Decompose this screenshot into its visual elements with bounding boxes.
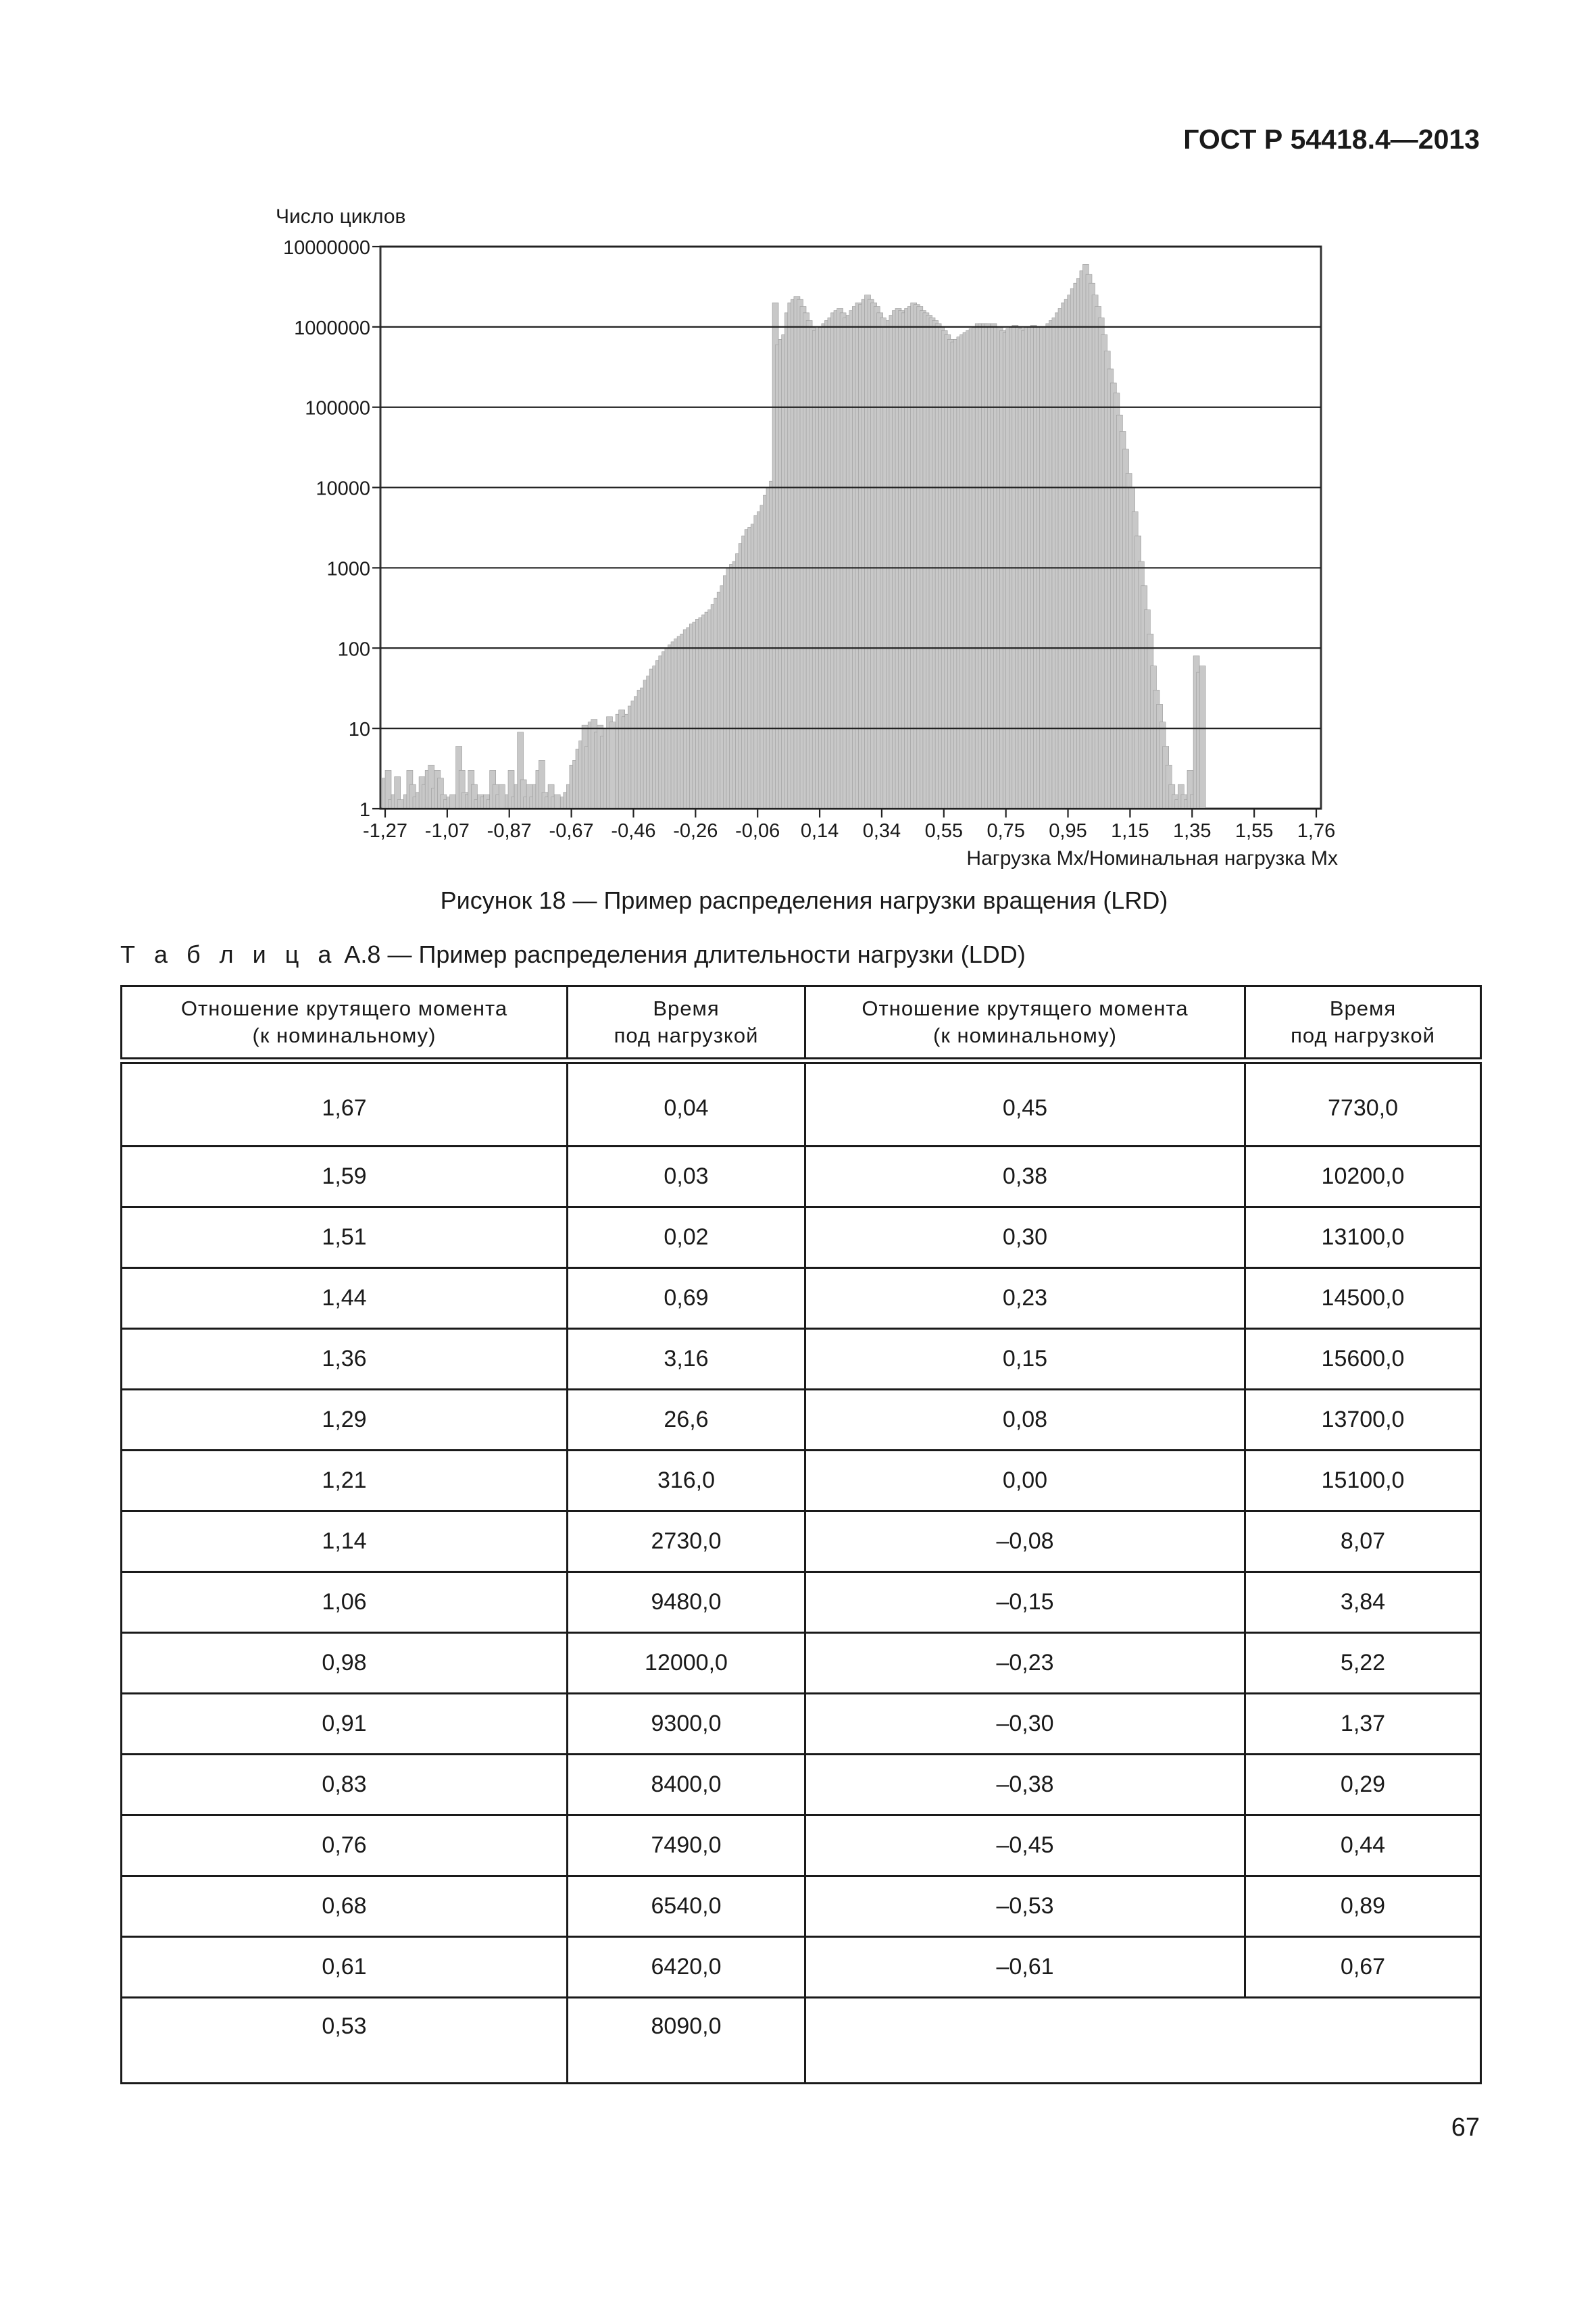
table-cell: 0,91 (122, 1694, 568, 1755)
table-cell: 0,30 (805, 1207, 1245, 1268)
table-cell: –0,23 (805, 1633, 1245, 1694)
table-cell: 0,29 (1245, 1755, 1481, 1815)
y-tick-label: 1000 (326, 558, 370, 580)
table-cell: 7730,0 (1245, 1061, 1481, 1147)
table-cell: 9300,0 (568, 1694, 805, 1755)
x-tick-label: -0,06 (735, 820, 780, 842)
table-cell: 1,06 (122, 1572, 568, 1633)
table-row (122, 1694, 1481, 1755)
table-row (122, 1998, 1481, 2084)
table-row (122, 1572, 1481, 1633)
table-cell: 15600,0 (1245, 1329, 1481, 1390)
header-line: Время (653, 997, 720, 1020)
table-cell: 0,67 (1245, 1937, 1481, 1998)
x-tick-label: 1,76 (1297, 820, 1336, 842)
table-row (122, 1390, 1481, 1451)
table-cell: –0,15 (805, 1572, 1245, 1633)
x-tick-label: 0,75 (987, 820, 1025, 842)
table-cell: 0,38 (805, 1147, 1245, 1207)
table-empty-cell (805, 1998, 1481, 2084)
table-cell: 3,16 (568, 1329, 805, 1390)
table-cell: 3,84 (1245, 1572, 1481, 1633)
table-cell: –0,30 (805, 1694, 1245, 1755)
table-cell: 0,69 (568, 1268, 805, 1329)
table-cell: 12000,0 (568, 1633, 805, 1694)
table-cell: 8090,0 (568, 1998, 805, 2084)
table-cell: 0,44 (1245, 1815, 1481, 1876)
table-cell: 8400,0 (568, 1755, 805, 1815)
y-tick-label: 100 (337, 638, 370, 661)
table-cell: 9480,0 (568, 1572, 805, 1633)
table-row (122, 1633, 1481, 1694)
x-tick-label: -1,07 (424, 820, 470, 842)
table-cell: 1,36 (122, 1329, 568, 1390)
y-tick-label: 1000000 (294, 317, 370, 339)
table-row (122, 1511, 1481, 1572)
table-cell: –0,08 (805, 1511, 1245, 1572)
table-cell: 0,00 (805, 1451, 1245, 1511)
x-tick-label: -0,46 (611, 820, 656, 842)
x-tick-label: -0,26 (673, 820, 718, 842)
table-row (122, 1268, 1481, 1329)
table-cell: 0,45 (805, 1061, 1245, 1147)
header-torque-ratio-2 (805, 986, 1245, 1061)
header-line: (к номинальному) (933, 1024, 1117, 1047)
table-cell: 13100,0 (1245, 1207, 1481, 1268)
header-line: Отношение крутящего момента (862, 997, 1189, 1020)
table-cell: 0,08 (805, 1390, 1245, 1451)
table-row (122, 1207, 1481, 1268)
y-tick-label: 10 (348, 719, 370, 741)
table-row (122, 1451, 1481, 1511)
table-cell: 0,68 (122, 1876, 568, 1937)
x-tick-label: 1,55 (1235, 820, 1274, 842)
table-cell: 26,6 (568, 1390, 805, 1451)
standard-header: ГОСТ Р 54418.4—2013 (1183, 124, 1480, 155)
x-tick-label: 0,34 (862, 820, 901, 842)
x-tick-label: 1,15 (1111, 820, 1149, 842)
header-time-1 (568, 986, 805, 1061)
table-cell: 1,14 (122, 1511, 568, 1572)
table-cell: –0,38 (805, 1755, 1245, 1815)
y-tick-label: 10000 (316, 478, 370, 500)
table-cell: 0,04 (568, 1061, 805, 1147)
header-line: (к номинальному) (252, 1024, 437, 1047)
table-cell: 1,44 (122, 1268, 568, 1329)
table-row (122, 1815, 1481, 1876)
x-tick-label: 0,95 (1049, 820, 1087, 842)
x-tick-label: 1,35 (1173, 820, 1212, 842)
table-cell: 0,15 (805, 1329, 1245, 1390)
table-cell: 0,23 (805, 1268, 1245, 1329)
table-row (122, 1755, 1481, 1815)
table-cell: 0,76 (122, 1815, 568, 1876)
table-cell: 316,0 (568, 1451, 805, 1511)
table-cell: 1,51 (122, 1207, 568, 1268)
table-cell: 0,83 (122, 1755, 568, 1815)
header-line: под нагрузкой (614, 1024, 759, 1047)
y-tick-label: 10000000 (282, 237, 370, 259)
table-cell: 10200,0 (1245, 1147, 1481, 1207)
table-cell: 1,29 (122, 1390, 568, 1451)
table-row (122, 1061, 1481, 1147)
histogram-bar (609, 722, 616, 809)
table-cell: –0,53 (805, 1876, 1245, 1937)
header-line: под нагрузкой (1291, 1024, 1435, 1047)
x-tick-label: -1,27 (362, 820, 408, 842)
table-cell: 7490,0 (568, 1815, 805, 1876)
lrd-chart (257, 193, 1351, 882)
x-tick-label: -0,87 (487, 820, 532, 842)
table-cell: 0,53 (122, 1998, 568, 2084)
histogram-bar (450, 795, 456, 809)
histogram-bar (1199, 666, 1205, 809)
y-axis-label: Число циклов (276, 205, 406, 228)
y-tick-label: 100000 (305, 397, 370, 420)
table-cell: 14500,0 (1245, 1268, 1481, 1329)
table-row (122, 1329, 1481, 1390)
x-tick-label: 0,55 (924, 820, 964, 842)
x-axis-label: Нагрузка Мх/Номинальная нагрузка Мх (966, 847, 1338, 870)
table-cell: 0,89 (1245, 1876, 1481, 1937)
table-cell: 5,22 (1245, 1633, 1481, 1694)
histogram-bar (397, 800, 403, 809)
table-cell: –0,45 (805, 1815, 1245, 1876)
header-line: Отношение крутящего момента (180, 997, 508, 1020)
table-cell: 8,07 (1245, 1511, 1481, 1572)
table-cell: 0,98 (122, 1633, 568, 1694)
table-cell: 13700,0 (1245, 1390, 1481, 1451)
table-header-row (122, 986, 1481, 1061)
header-time-2 (1245, 986, 1481, 1061)
lrd-chart-svg (257, 193, 1351, 882)
table-cell: 15100,0 (1245, 1451, 1481, 1511)
table-caption (120, 940, 1404, 969)
header-line: Время (1329, 997, 1397, 1020)
x-tick-label: -0,67 (549, 820, 594, 842)
table-row (122, 1876, 1481, 1937)
x-tick-label: 0,14 (800, 820, 839, 842)
table-cell: 0,61 (122, 1937, 568, 1998)
table-caption-text: А.8 — Пример распределения длительности нагрузки (LDD) (344, 940, 1026, 968)
page-number: 67 (1451, 2113, 1480, 2142)
table-cell: 1,21 (122, 1451, 568, 1511)
table-cell: 0,03 (568, 1147, 805, 1207)
table-cell: 1,59 (122, 1147, 568, 1207)
figure-caption: Рисунок 18 — Пример распределения нагрузки вращения (LRD) (440, 886, 1168, 914)
table-caption-prefix: Т а б л и ц а (120, 940, 338, 968)
table-row (122, 1147, 1481, 1207)
table-cell: 6420,0 (568, 1937, 805, 1998)
y-tick-label: 1 (359, 799, 370, 821)
table-cell: 2730,0 (568, 1511, 805, 1572)
table-cell: –0,61 (805, 1937, 1245, 1998)
ldd-table (120, 985, 1482, 2084)
table-cell: 6540,0 (568, 1876, 805, 1937)
table-cell: 1,67 (122, 1061, 568, 1147)
histogram-bar (554, 795, 560, 809)
table-cell: 1,37 (1245, 1694, 1481, 1755)
table-row (122, 1937, 1481, 1998)
histogram-bar (499, 784, 505, 809)
header-torque-ratio-1 (122, 986, 568, 1061)
table-cell: 0,02 (568, 1207, 805, 1268)
